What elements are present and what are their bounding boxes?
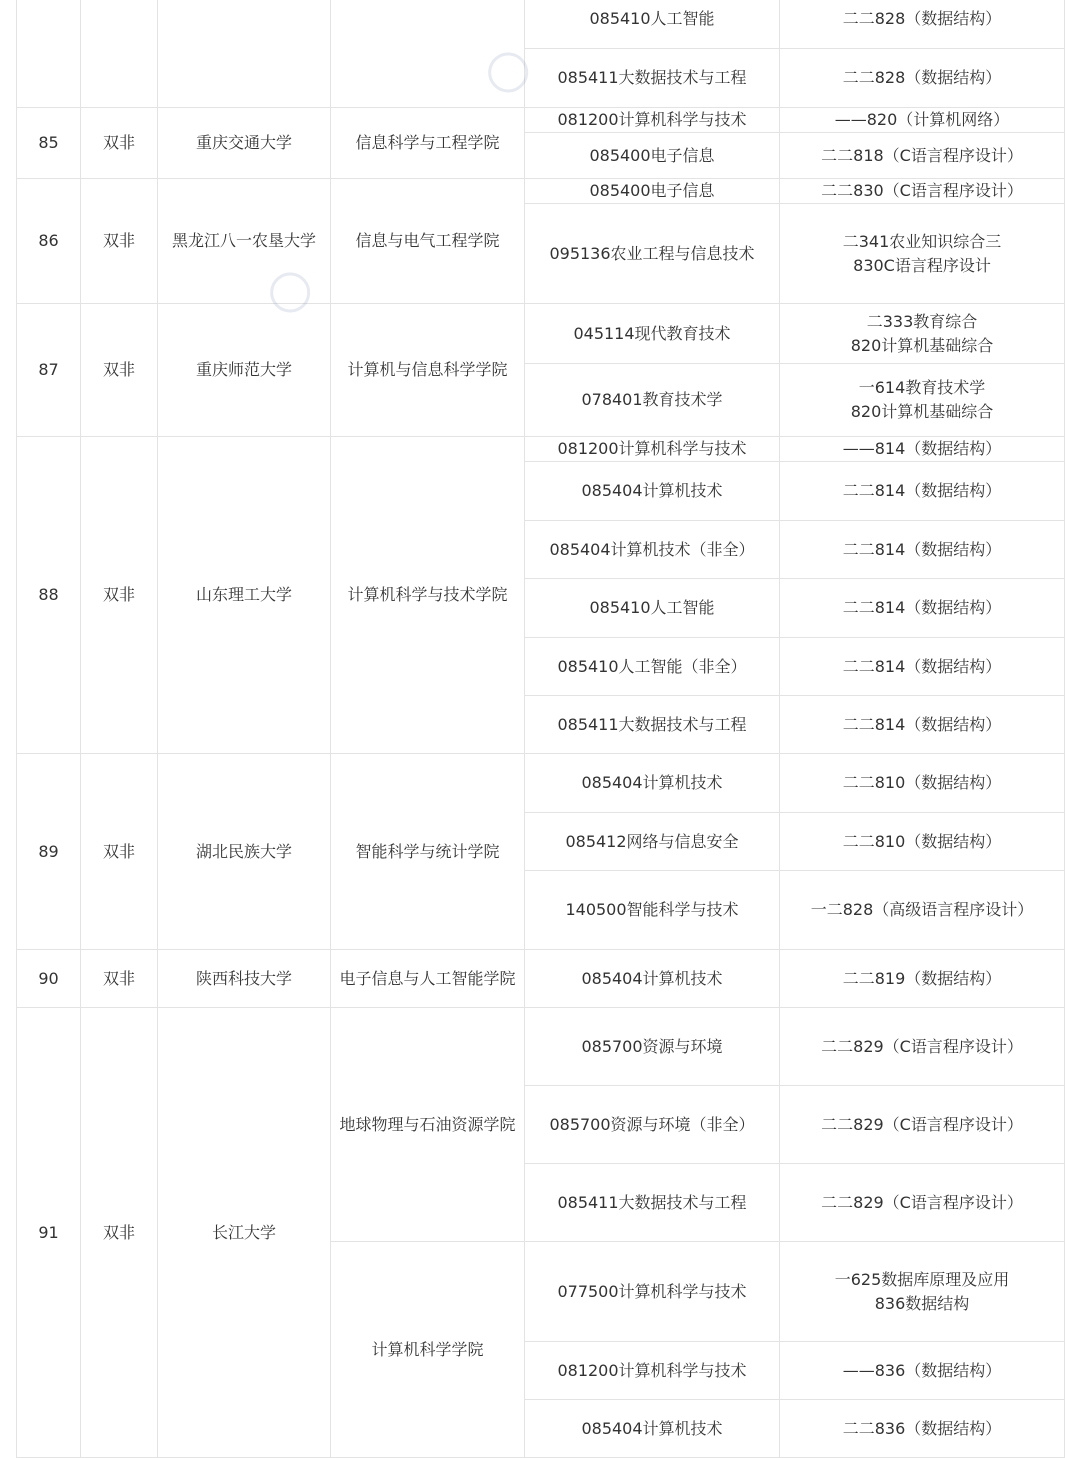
cell-exam: 二二810（数据结构） xyxy=(780,813,1065,871)
cell-college: 信息与电气工程学院 xyxy=(331,179,525,304)
cell-school: 陕西科技大学 xyxy=(158,950,331,1008)
cell-exam: 二二814（数据结构） xyxy=(780,579,1065,638)
cell-exam xyxy=(780,1242,1065,1342)
cell-college: 计算机科学学院 xyxy=(331,1242,525,1458)
cell-college: 智能科学与统计学院 xyxy=(331,754,525,950)
cell-major: 085400电子信息 xyxy=(525,179,780,204)
cell-exam: ——820（计算机网络） xyxy=(780,108,1065,133)
cell-exam: 二二829（C语言程序设计） xyxy=(780,1086,1065,1164)
cell-major: 085410人工智能 xyxy=(525,0,780,49)
cell-exam: 一二828（高级语言程序设计） xyxy=(780,871,1065,950)
cell-major: 085404计算机技术 xyxy=(525,462,780,521)
cell-exam: 二二830（C语言程序设计） xyxy=(780,179,1065,204)
cell-school: 长江大学 xyxy=(158,1008,331,1458)
cell-exam: 二二814（数据结构） xyxy=(780,521,1065,579)
cell-college: 地球物理与石油资源学院 xyxy=(331,1008,525,1242)
table-row xyxy=(17,1008,1065,1086)
admissions-table xyxy=(16,0,1065,1458)
exam-line: 836数据结构 xyxy=(874,1293,970,1313)
cell-exam xyxy=(780,204,1065,304)
table-row xyxy=(17,304,1065,364)
exam-line: 二341农业知识综合三 xyxy=(842,231,1002,251)
cell-major: 077500计算机科学与技术 xyxy=(525,1242,780,1342)
cell-exam: ——814（数据结构） xyxy=(780,437,1065,462)
cell-college: 电子信息与人工智能学院 xyxy=(331,950,525,1008)
table-row xyxy=(17,108,1065,133)
cell-major: 085410人工智能（非全） xyxy=(525,638,780,696)
cell-college: 计算机科学与技术学院 xyxy=(331,437,525,754)
cell-major: 081200计算机科学与技术 xyxy=(525,1342,780,1400)
exam-line: 一625数据库原理及应用 xyxy=(834,1269,1010,1289)
cell-major: 085700资源与环境 xyxy=(525,1008,780,1086)
cell-college xyxy=(331,0,525,108)
cell-type: 双非 xyxy=(81,304,158,437)
cell-college: 计算机与信息科学学院 xyxy=(331,304,525,437)
cell-no: 87 xyxy=(17,304,81,437)
cell-major: 078401教育技术学 xyxy=(525,364,780,437)
cell-exam: 二二828（数据结构） xyxy=(780,0,1065,49)
cell-school: 湖北民族大学 xyxy=(158,754,331,950)
cell-exam: 二二814（数据结构） xyxy=(780,462,1065,521)
cell-exam xyxy=(780,304,1065,364)
cell-major: 085404计算机技术 xyxy=(525,950,780,1008)
cell-major: 140500智能科学与技术 xyxy=(525,871,780,950)
exam-line: 830C语言程序设计 xyxy=(853,255,991,275)
cell-college: 信息科学与工程学院 xyxy=(331,108,525,179)
cell-exam xyxy=(780,364,1065,437)
cell-major: 085404计算机技术（非全） xyxy=(525,521,780,579)
cell-type: 双非 xyxy=(81,437,158,754)
cell-major: 085410人工智能 xyxy=(525,579,780,638)
cell-exam: ——836（数据结构） xyxy=(780,1342,1065,1400)
cell-major: 085411大数据技术与工程 xyxy=(525,696,780,754)
cell-major: 045114现代教育技术 xyxy=(525,304,780,364)
cell-type: 双非 xyxy=(81,179,158,304)
cell-exam: 二二819（数据结构） xyxy=(780,950,1065,1008)
exam-line: 820计算机基础综合 xyxy=(850,335,994,355)
cell-no: 91 xyxy=(17,1008,81,1458)
cell-school: 重庆交通大学 xyxy=(158,108,331,179)
cell-major: 085700资源与环境（非全） xyxy=(525,1086,780,1164)
cell-exam: 二二814（数据结构） xyxy=(780,638,1065,696)
cell-exam: 二二814（数据结构） xyxy=(780,696,1065,754)
cell-no: 90 xyxy=(17,950,81,1008)
cell-major: 085411大数据技术与工程 xyxy=(525,49,780,108)
cell-type: 双非 xyxy=(81,108,158,179)
cell-type xyxy=(81,0,158,108)
cell-no: 88 xyxy=(17,437,81,754)
table-row xyxy=(17,179,1065,204)
cell-major: 085404计算机技术 xyxy=(525,1400,780,1458)
cell-major: 085400电子信息 xyxy=(525,133,780,179)
cell-major: 081200计算机科学与技术 xyxy=(525,437,780,462)
cell-no: 86 xyxy=(17,179,81,304)
cell-exam: 二二828（数据结构） xyxy=(780,49,1065,108)
cell-exam: 二二836（数据结构） xyxy=(780,1400,1065,1458)
cell-school: 重庆师范大学 xyxy=(158,304,331,437)
cell-no xyxy=(17,0,81,108)
exam-line: 820计算机基础综合 xyxy=(850,402,994,421)
cell-school: 山东理工大学 xyxy=(158,437,331,754)
cell-no: 85 xyxy=(17,108,81,179)
cell-type: 双非 xyxy=(81,950,158,1008)
cell-major: 085411大数据技术与工程 xyxy=(525,1164,780,1242)
cell-major: 085412网络与信息安全 xyxy=(525,813,780,871)
cell-school xyxy=(158,0,331,108)
table-row xyxy=(17,950,1065,1008)
cell-type: 双非 xyxy=(81,1008,158,1458)
table-row xyxy=(17,437,1065,462)
table-row xyxy=(17,0,1065,49)
cell-major: 081200计算机科学与技术 xyxy=(525,108,780,133)
cell-exam: 二二829（C语言程序设计） xyxy=(780,1164,1065,1242)
admissions-table-container xyxy=(16,0,1064,1458)
cell-major: 085404计算机技术 xyxy=(525,754,780,813)
cell-school: 黑龙江八一农垦大学 xyxy=(158,179,331,304)
table-row xyxy=(17,754,1065,813)
exam-line: 一614教育技术学 xyxy=(858,378,986,397)
cell-exam: 二二829（C语言程序设计） xyxy=(780,1008,1065,1086)
cell-no: 89 xyxy=(17,754,81,950)
cell-exam: 二二818（C语言程序设计） xyxy=(780,133,1065,179)
cell-major: 095136农业工程与信息技术 xyxy=(525,204,780,304)
cell-exam: 二二810（数据结构） xyxy=(780,754,1065,813)
cell-type: 双非 xyxy=(81,754,158,950)
exam-line: 二333教育综合 xyxy=(866,311,978,331)
